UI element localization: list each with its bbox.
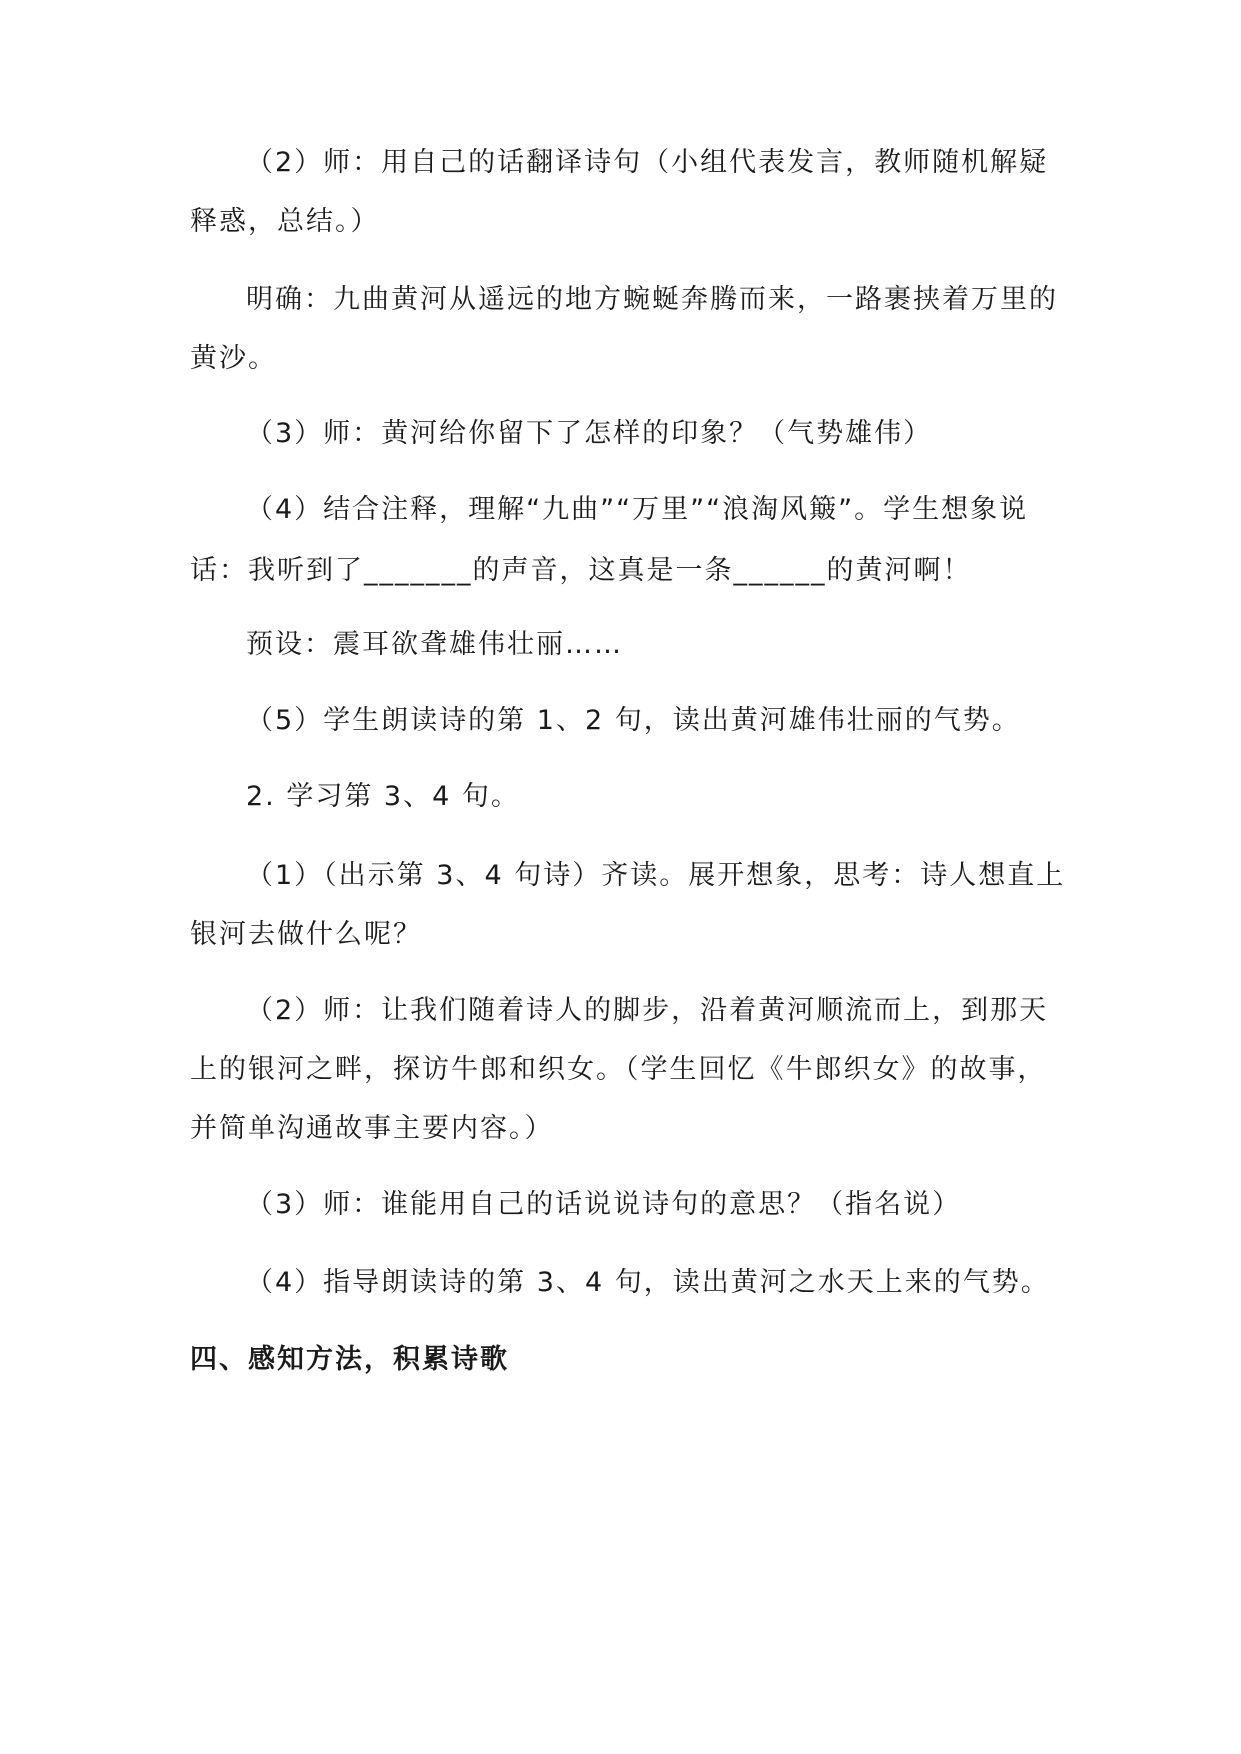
section-heading: 四、感知方法，积累诗歌	[190, 1344, 509, 1375]
paragraph-imagine-line1: （1）（出示第 3、4 句诗）齐读。展开想象，思考：诗人想直上	[246, 860, 1066, 891]
paragraph-study-3-4: 2. 学习第 3、4 句。	[246, 781, 520, 812]
paragraph-read-aloud-2: （4）指导朗读诗的第 3、4 句，读出黄河之水天上来的气势。	[246, 1267, 1050, 1298]
paragraph-meaning: （3）师：谁能用自己的话说说诗句的意思？（指名说）	[246, 1189, 962, 1220]
paragraph-notes-line1: （4）结合注释，理解“九曲”“万里”“浪淘风簸”。学生想象说	[246, 494, 1029, 525]
paragraph-clarify-line2: 黄沙。	[190, 343, 277, 374]
paragraph-milky-way-line1: （2）师：让我们随着诗人的脚步，沿着黄河顺流而上，到那天	[246, 995, 1049, 1026]
paragraph-read-aloud-1: （5）学生朗读诗的第 1、2 句，读出黄河雄伟壮丽的气势。	[246, 705, 1021, 736]
paragraph-imagine-line2: 银河去做什么呢？	[190, 919, 422, 950]
paragraph-clarify-line1: 明确：九曲黄河从遥远的地方蜿蜒奔腾而来，一路裹挟着万里的	[246, 284, 1058, 315]
paragraph-translate-line2: 释惑，总结。）	[190, 206, 380, 237]
paragraph-preset: 预设：震耳欲聋雄伟壮丽……	[246, 629, 623, 660]
paragraph-translate-line1: （2）师：用自己的话翻译诗句（小组代表发言，教师随机解疑	[246, 147, 1049, 178]
paragraph-milky-way-line3: 并简单沟通故事主要内容。）	[190, 1113, 554, 1144]
paragraph-notes-line2: 话：我听到了_______的声音，这真是一条______的黄河啊！	[190, 555, 972, 586]
paragraph-impression: （3）师：黄河给你留下了怎样的印象？（气势雄伟）	[246, 418, 933, 449]
paragraph-milky-way-line2: 上的银河之畔，探访牛郎和织女。（学生回忆《牛郎织女》的故事，	[190, 1054, 1047, 1085]
